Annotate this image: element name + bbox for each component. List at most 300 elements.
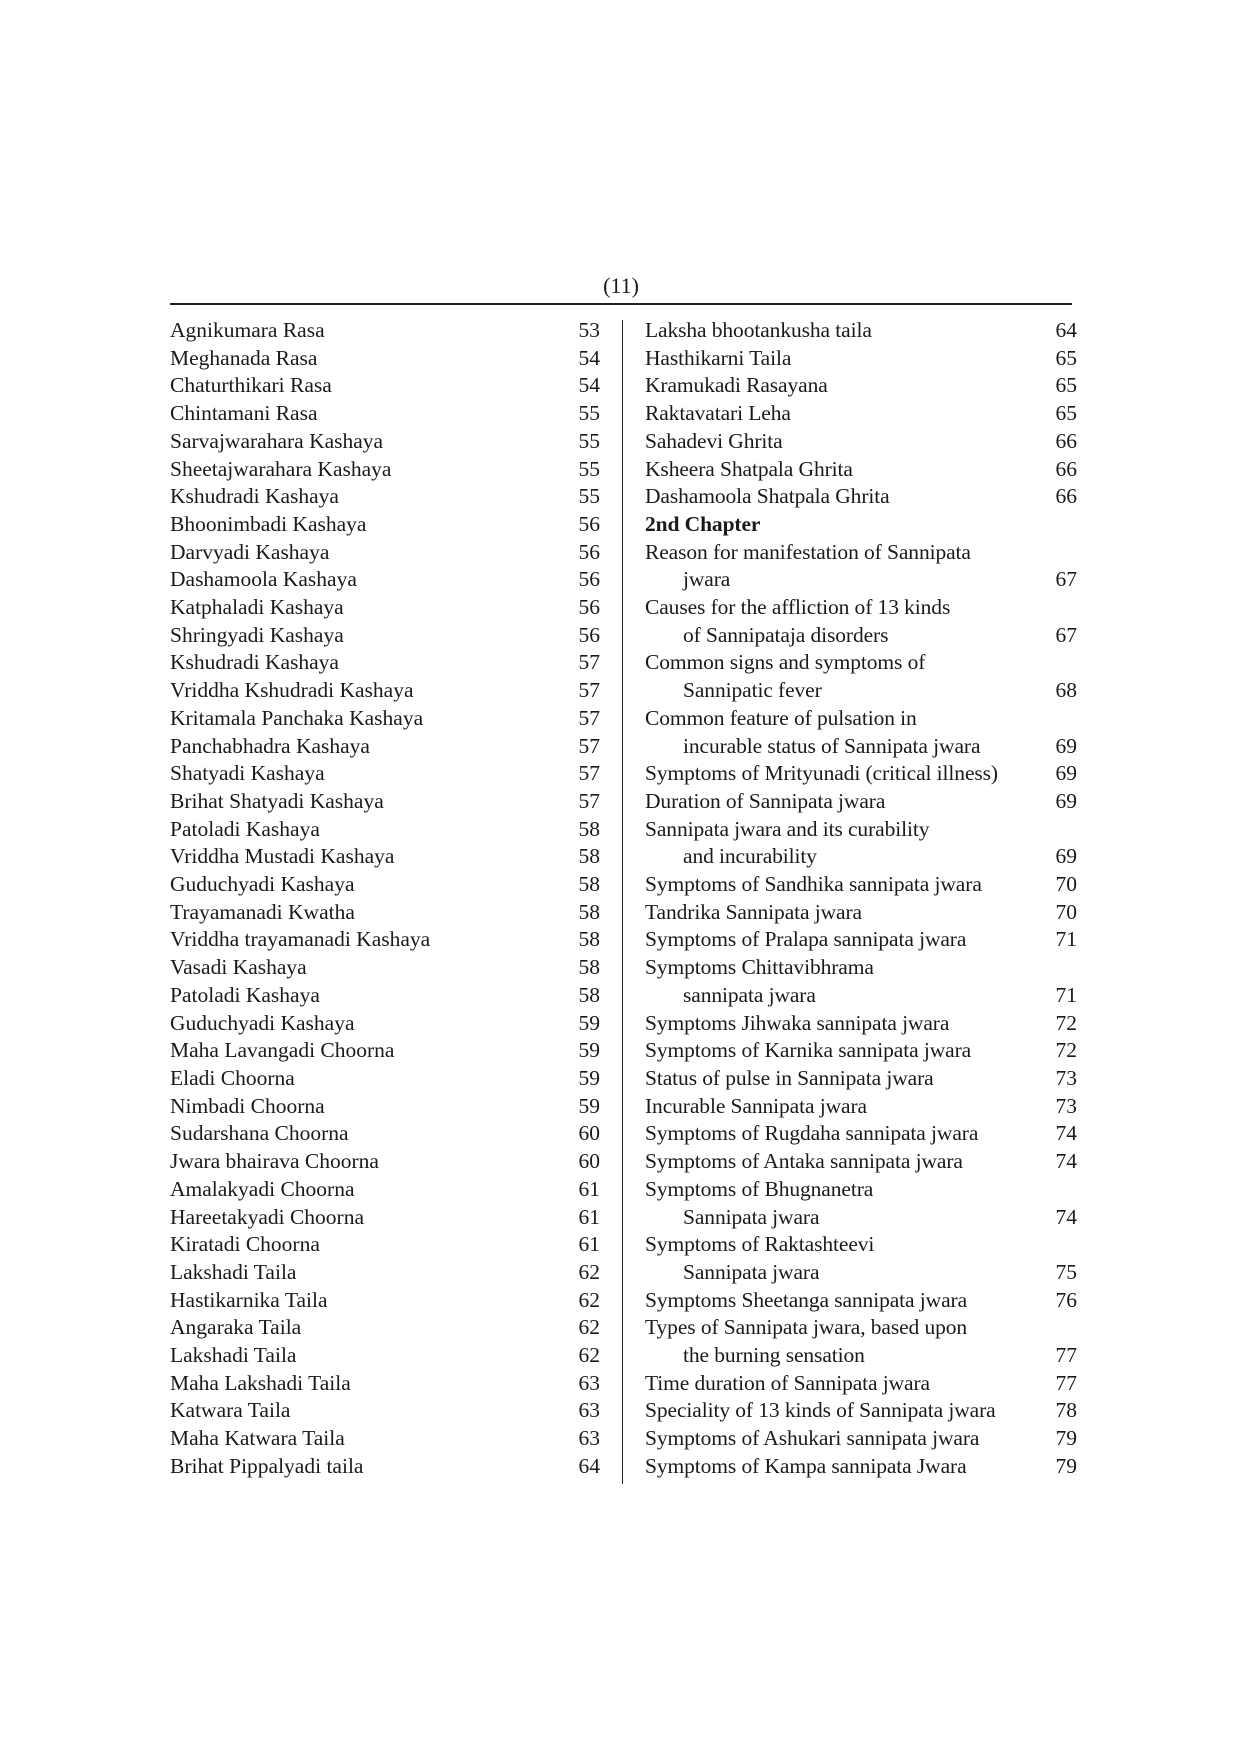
toc-entry-title-line: Symptoms Jihwaka sannipata jwara	[645, 1010, 950, 1035]
toc-entry-title	[645, 511, 1049, 539]
page-number-header: (11)	[603, 273, 639, 298]
toc-entry-page-number: 63	[578, 1398, 600, 1423]
toc-entry-page-number: 55	[578, 428, 600, 453]
toc-entry-title	[645, 1065, 1049, 1093]
toc-entry-page-number: 70	[1055, 872, 1077, 897]
toc-entry-title-line: Speciality of 13 kinds of Sannipata jwara	[645, 1398, 996, 1423]
toc-entry-title-line: 2nd Chapter	[645, 511, 761, 536]
toc-entry-page-number: 57	[578, 788, 600, 813]
toc-entry-page-number: 57	[578, 761, 600, 786]
toc-entry-title-line: Symptoms Chittavibhrama	[645, 955, 874, 980]
toc-entry-title	[170, 1425, 572, 1453]
toc-entry-title-line: Darvyadi Kashaya	[170, 539, 330, 564]
toc-entry-page-number: 65	[1055, 373, 1077, 398]
toc-entry-title-line: Meghanada Rasa	[170, 345, 318, 370]
toc-entry-page-number: 62	[578, 1343, 600, 1368]
toc-entry	[170, 1342, 600, 1370]
toc-entry-title	[170, 456, 572, 484]
toc-entry	[170, 372, 600, 400]
toc-entry-page-number: 66	[1055, 428, 1077, 453]
toc-entry-title-line: Kiratadi Choorna	[170, 1232, 320, 1257]
toc-entry-title	[170, 317, 572, 345]
toc-entry	[645, 456, 1077, 484]
toc-entry-page-number: 61	[578, 1232, 600, 1257]
toc-entry-title-line: Symptoms of Pralapa sannipata jwara	[645, 927, 967, 952]
toc-entry	[170, 1065, 600, 1093]
toc-entry-page-number: 77	[1055, 1343, 1077, 1368]
toc-entry-title	[645, 871, 1049, 899]
toc-entry-title-continuation: the burning sensation	[683, 1343, 865, 1368]
toc-entry-title	[170, 843, 572, 871]
toc-entry-page-number: 57	[578, 733, 600, 758]
toc-entry-title-line: Raktavatari Leha	[645, 401, 791, 426]
toc-entry-page-number: 57	[578, 650, 600, 675]
toc-entry-title-line: Symptoms of Bhugnanetra	[645, 1176, 874, 1201]
toc-entry-title	[170, 788, 572, 816]
toc-entry-page-number: 78	[1055, 1398, 1077, 1423]
toc-entry-title-line: Sahadevi Ghrita	[645, 428, 783, 453]
toc-entry	[645, 1093, 1077, 1121]
toc-entry-title-line: Kshudradi Kashaya	[170, 650, 339, 675]
toc-entry	[645, 954, 1077, 1009]
toc-entry	[170, 400, 600, 428]
toc-entry	[170, 871, 600, 899]
toc-entry-title	[170, 372, 572, 400]
toc-entry-title-line: Bhoonimbadi Kashaya	[170, 511, 367, 536]
toc-entry-title-line: Vriddha Mustadi Kashaya	[170, 844, 395, 869]
toc-entry	[645, 760, 1077, 788]
toc-right-column	[645, 317, 1077, 1481]
toc-entry-title	[170, 1065, 572, 1093]
toc-entry-page-number: 69	[1055, 761, 1077, 786]
toc-entry-title	[170, 1204, 572, 1232]
toc-entry-title-line: Symptoms of Ashukari sannipata jwara	[645, 1426, 980, 1451]
toc-entry-title	[170, 899, 572, 927]
toc-entry-title-line: Katphaladi Kashaya	[170, 595, 344, 620]
toc-entry-title-line: Common feature of pulsation in	[645, 705, 917, 730]
toc-entry	[170, 1259, 600, 1287]
toc-entry-page-number: 73	[1055, 1065, 1077, 1090]
toc-entry-title	[170, 871, 572, 899]
toc-entry-title	[170, 954, 572, 982]
toc-entry	[170, 649, 600, 677]
toc-entry-title-line: Types of Sannipata jwara, based upon	[645, 1315, 968, 1340]
toc-entry	[170, 1093, 600, 1121]
toc-entry-title-line: Shringyadi Kashaya	[170, 622, 344, 647]
toc-entry-page-number: 57	[578, 705, 600, 730]
toc-entry	[645, 317, 1077, 345]
toc-entry-title	[170, 1148, 572, 1176]
toc-entry	[170, 566, 600, 594]
toc-entry-title	[645, 760, 1049, 788]
toc-entry-title	[170, 649, 572, 677]
toc-entry-title-continuation: Sannipata jwara	[683, 1259, 820, 1284]
toc-entry-title-line: Symptoms of Antaka sannipata jwara	[645, 1149, 963, 1174]
toc-entry-title-line: Causes for the affliction of 13 kinds	[645, 595, 951, 620]
toc-entry-page-number: 56	[578, 567, 600, 592]
toc-entry-title-continuation: Sannipatic fever	[683, 678, 822, 703]
toc-entry-title-line: Lakshadi Taila	[170, 1259, 297, 1284]
toc-entry-page-number: 54	[578, 345, 600, 370]
toc-entry-title	[170, 483, 572, 511]
toc-entry-title-line: Symptoms of Raktashteevi	[645, 1232, 875, 1257]
toc-entry-title-line: Sudarshana Choorna	[170, 1121, 349, 1146]
toc-entry-title-line: Symptoms of Kampa sannipata Jwara	[645, 1453, 967, 1478]
toc-entry-title-line: Hasthikarni Taila	[645, 345, 792, 370]
toc-entry-title-line: Katwara Taila	[170, 1398, 291, 1423]
toc-entry	[170, 345, 600, 373]
toc-entry-title-line: Status of pulse in Sannipata jwara	[645, 1065, 934, 1090]
toc-entry-title	[170, 1093, 572, 1121]
toc-entry	[170, 483, 600, 511]
toc-entry-page-number: 67	[1055, 567, 1077, 592]
toc-entry-title-line: Maha Lavangadi Choorna	[170, 1038, 395, 1063]
toc-entry-title-continuation: jwara	[683, 567, 731, 592]
toc-entry-title	[170, 428, 572, 456]
toc-entry-page-number: 59	[578, 1038, 600, 1063]
toc-entry-title	[645, 1148, 1049, 1176]
toc-entry	[170, 428, 600, 456]
toc-entry	[170, 317, 600, 345]
toc-entry-page-number: 74	[1055, 1204, 1077, 1229]
toc-entry-page-number: 58	[578, 816, 600, 841]
toc-entry-page-number: 54	[578, 373, 600, 398]
toc-entry	[645, 594, 1077, 649]
toc-entry-title-line: Shatyadi Kashaya	[170, 761, 325, 786]
toc-entry	[645, 345, 1077, 373]
toc-entry-title	[170, 1010, 572, 1038]
toc-entry	[170, 456, 600, 484]
toc-entry-page-number: 59	[578, 1093, 600, 1118]
toc-entry-page-number: 72	[1055, 1038, 1077, 1063]
toc-entry	[645, 899, 1077, 927]
toc-entry-title-line: Ksheera Shatpala Ghrita	[645, 456, 853, 481]
toc-entry-title-line: Amalakyadi Choorna	[170, 1176, 355, 1201]
toc-entry	[170, 1120, 600, 1148]
toc-entry	[170, 816, 600, 844]
toc-entry	[645, 926, 1077, 954]
toc-entry-title	[170, 511, 572, 539]
toc-entry-title-line: Kramukadi Rasayana	[645, 373, 828, 398]
toc-entry-page-number: 59	[578, 1010, 600, 1035]
toc-entry-page-number: 66	[1055, 456, 1077, 481]
toc-entry-title-line: Jwara bhairava Choorna	[170, 1149, 379, 1174]
toc-entry-title-line: Brihat Shatyadi Kashaya	[170, 788, 384, 813]
toc-entry	[170, 1148, 600, 1176]
toc-entry-title-line: Symptoms of Sandhika sannipata jwara	[645, 872, 982, 897]
toc-entry	[170, 1037, 600, 1065]
toc-entry-title	[645, 1397, 1049, 1425]
toc-entry-title	[170, 1287, 572, 1315]
toc-entry-title-line: Duration of Sannipata jwara	[645, 788, 886, 813]
toc-left-column	[170, 317, 600, 1481]
toc-entry-title-continuation: sannipata jwara	[683, 982, 816, 1007]
toc-entry-title	[170, 1120, 572, 1148]
toc-entry	[645, 483, 1077, 511]
toc-entry-title	[170, 705, 572, 733]
toc-entry-title-line: Time duration of Sannipata jwara	[645, 1370, 931, 1395]
toc-entry	[170, 982, 600, 1010]
toc-entry-title-line: Vriddha trayamanadi Kashaya	[170, 927, 431, 952]
toc-entry-title-line: Incurable Sannipata jwara	[645, 1093, 867, 1118]
toc-entry	[170, 954, 600, 982]
toc-entry	[170, 511, 600, 539]
toc-entry-title	[645, 899, 1049, 927]
toc-entry-page-number: 63	[578, 1426, 600, 1451]
toc-entry-page-number: 56	[578, 539, 600, 564]
toc-entry-page-number: 67	[1055, 622, 1077, 647]
toc-entry-title	[170, 1397, 572, 1425]
toc-entry	[645, 1010, 1077, 1038]
toc-entry-page-number: 60	[578, 1149, 600, 1174]
toc-entry-title	[645, 1231, 1049, 1286]
toc-entry-page-number: 75	[1055, 1259, 1077, 1284]
toc-entry	[645, 1453, 1077, 1481]
toc-entry	[645, 428, 1077, 456]
toc-entry	[170, 733, 600, 761]
toc-entry-page-number: 59	[578, 1065, 600, 1090]
toc-entry-title-line: Trayamanadi Kwatha	[170, 899, 355, 924]
toc-entry-title	[645, 1425, 1049, 1453]
toc-entry-title	[645, 1037, 1049, 1065]
toc-entry-title-line: Agnikumara Rasa	[170, 318, 325, 342]
toc-entry-page-number: 53	[578, 318, 600, 342]
toc-entry-page-number: 60	[578, 1121, 600, 1146]
toc-entry-page-number: 69	[1055, 733, 1077, 758]
toc-entry-title-line: Chintamani Rasa	[170, 401, 318, 426]
toc-entry-page-number: 72	[1055, 1010, 1077, 1035]
toc-entry-title	[645, 816, 1049, 871]
toc-entry-title	[645, 456, 1049, 484]
toc-entry	[645, 649, 1077, 704]
toc-entry-page-number: 58	[578, 872, 600, 897]
toc-entry	[645, 1120, 1077, 1148]
toc-entry-page-number: 66	[1055, 484, 1077, 509]
toc-entry	[170, 705, 600, 733]
toc-entry-title	[170, 566, 572, 594]
toc-entry	[170, 1287, 600, 1315]
toc-entry	[170, 1453, 600, 1481]
toc-entry-title	[645, 400, 1049, 428]
toc-entry-page-number: 62	[578, 1259, 600, 1284]
toc-entry-page-number: 58	[578, 982, 600, 1007]
toc-entry-title-line: Hareetakyadi Choorna	[170, 1204, 365, 1229]
toc-entry-title-line: Dashamoola Kashaya	[170, 567, 357, 592]
toc-entry-title	[170, 594, 572, 622]
toc-entry-title	[645, 539, 1049, 594]
toc-entry-title	[170, 1231, 572, 1259]
toc-entry	[645, 539, 1077, 594]
toc-entry-title	[645, 788, 1049, 816]
toc-entry-title-line: Patoladi Kashaya	[170, 982, 320, 1007]
toc-entry-title	[170, 1453, 572, 1481]
toc-entry-page-number: 74	[1055, 1121, 1077, 1146]
toc-entry-title	[170, 677, 572, 705]
toc-entry-title	[170, 345, 572, 373]
toc-entry-title-continuation: and incurability	[683, 844, 817, 869]
toc-entry-title-line: Brihat Pippalyadi taila	[170, 1453, 364, 1478]
toc-entry-title	[645, 428, 1049, 456]
header-rule	[170, 303, 1072, 305]
toc-entry-page-number: 63	[578, 1370, 600, 1395]
toc-entry-title	[170, 1370, 572, 1398]
toc-entry-title-line: Symptoms of Mrityunadi (critical illness)	[645, 761, 998, 786]
toc-entry-title-line: Symptoms of Karnika sannipata jwara	[645, 1038, 972, 1063]
toc-entry-page-number: 64	[1055, 318, 1077, 342]
toc-entry-title-continuation: of Sannipataja disorders	[683, 622, 889, 647]
toc-entry	[645, 400, 1077, 428]
toc-entry	[170, 1370, 600, 1398]
toc-entry-title	[170, 926, 572, 954]
toc-entry-title-line: Dashamoola Shatpala Ghrita	[645, 484, 890, 509]
toc-entry-title	[170, 622, 572, 650]
toc-entry-title	[645, 1453, 1049, 1481]
toc-entry-title-line: Tandrika Sannipata jwara	[645, 899, 862, 924]
toc-entry-title	[170, 1314, 572, 1342]
toc-entry-title	[645, 317, 1049, 345]
toc-entry	[170, 1231, 600, 1259]
toc-entry-page-number: 61	[578, 1204, 600, 1229]
toc-entry-title	[645, 1314, 1049, 1369]
toc-entry	[645, 372, 1077, 400]
toc-entry-title-line: Reason for manifestation of Sannipata	[645, 539, 971, 564]
toc-entry-title-line: Panchabhadra Kashaya	[170, 733, 370, 758]
toc-entry	[645, 1176, 1077, 1231]
toc-entry-page-number: 57	[578, 678, 600, 703]
toc-entry	[645, 705, 1077, 760]
toc-entry-title	[645, 1093, 1049, 1121]
toc-entry	[645, 816, 1077, 871]
column-divider	[622, 320, 623, 1484]
toc-entry-title	[645, 1370, 1049, 1398]
toc-entry-title	[645, 705, 1049, 760]
toc-entry-title-line: Laksha bhootankusha taila	[645, 318, 872, 342]
toc-entry	[645, 1287, 1077, 1315]
toc-entry	[170, 1425, 600, 1453]
toc-entry	[170, 926, 600, 954]
toc-entry-title	[645, 372, 1049, 400]
chapter-heading	[645, 511, 1077, 539]
toc-entry-title-line: Vasadi Kashaya	[170, 955, 307, 980]
toc-entry-title-line: Sannipata jwara and its curability	[645, 816, 930, 841]
toc-entry-title-line: Sarvajwarahara Kashaya	[170, 428, 384, 453]
toc-entry	[170, 788, 600, 816]
toc-entry	[170, 760, 600, 788]
toc-entry-page-number: 76	[1055, 1287, 1077, 1312]
toc-entry-page-number: 56	[578, 511, 600, 536]
toc-entry-title	[645, 954, 1049, 1009]
toc-entry-page-number: 79	[1055, 1426, 1077, 1451]
toc-entry-title	[170, 816, 572, 844]
toc-entry-page-number: 77	[1055, 1370, 1077, 1395]
toc-entry-title	[645, 483, 1049, 511]
toc-entry	[645, 1370, 1077, 1398]
toc-entry-title-line: Eladi Choorna	[170, 1065, 295, 1090]
toc-entry-title	[170, 1037, 572, 1065]
toc-entry	[170, 622, 600, 650]
toc-entry-page-number: 62	[578, 1315, 600, 1340]
toc-entry-page-number: 62	[578, 1287, 600, 1312]
toc-entry-page-number: 55	[578, 484, 600, 509]
toc-entry-title-line: Common signs and symptoms of	[645, 650, 926, 675]
toc-entry-page-number: 70	[1055, 899, 1077, 924]
toc-entry	[645, 1425, 1077, 1453]
toc-entry-page-number: 55	[578, 456, 600, 481]
toc-entry-page-number: 69	[1055, 844, 1077, 869]
toc-entry-title-line: Kritamala Panchaka Kashaya	[170, 705, 424, 730]
toc-entry-title-line: Maha Lakshadi Taila	[170, 1370, 351, 1395]
toc-entry	[170, 594, 600, 622]
toc-entry-title	[170, 1259, 572, 1287]
toc-entry-title-continuation: incurable status of Sannipata jwara	[683, 733, 981, 758]
toc-entry-title	[170, 982, 572, 1010]
toc-entry-page-number: 71	[1055, 927, 1077, 952]
toc-entry-title	[170, 539, 572, 567]
toc-entry-title-line: Maha Katwara Taila	[170, 1426, 345, 1451]
toc-entry	[170, 1176, 600, 1204]
toc-entry-page-number: 69	[1055, 788, 1077, 813]
toc-entry	[645, 1148, 1077, 1176]
toc-entry-title	[645, 926, 1049, 954]
toc-entry-title-line: Kshudradi Kashaya	[170, 484, 339, 509]
toc-entry-title	[645, 1010, 1049, 1038]
toc-entry-page-number: 58	[578, 899, 600, 924]
toc-entry-page-number: 74	[1055, 1149, 1077, 1174]
toc-entry-page-number: 58	[578, 955, 600, 980]
toc-entry-title-line: Patoladi Kashaya	[170, 816, 320, 841]
toc-entry-page-number: 58	[578, 927, 600, 952]
toc-entry	[170, 677, 600, 705]
toc-entry	[170, 1314, 600, 1342]
toc-entry	[170, 899, 600, 927]
toc-entry-page-number: 58	[578, 844, 600, 869]
toc-entry-title-line: Nimbadi Choorna	[170, 1093, 325, 1118]
toc-entry	[170, 539, 600, 567]
toc-entry-page-number: 68	[1055, 678, 1077, 703]
toc-entry	[645, 1037, 1077, 1065]
toc-entry-page-number: 65	[1055, 345, 1077, 370]
toc-entry	[645, 1065, 1077, 1093]
toc-entry-page-number: 73	[1055, 1093, 1077, 1118]
toc-entry-title-line: Sheetajwarahara Kashaya	[170, 456, 392, 481]
toc-entry-page-number: 79	[1055, 1453, 1077, 1478]
toc-entry-page-number: 56	[578, 622, 600, 647]
toc-entry-title	[645, 345, 1049, 373]
toc-entry-title	[645, 1176, 1049, 1231]
toc-entry-page-number: 61	[578, 1176, 600, 1201]
toc-entry-title	[170, 1342, 572, 1370]
toc-entry	[645, 1231, 1077, 1286]
toc-entry-title	[170, 760, 572, 788]
toc-entry-title-line: Lakshadi Taila	[170, 1343, 297, 1368]
toc-entry-title	[645, 649, 1049, 704]
toc-entry	[170, 1204, 600, 1232]
toc-entry-title-line: Vriddha Kshudradi Kashaya	[170, 678, 414, 703]
toc-entry-page-number: 64	[578, 1453, 600, 1478]
toc-entry-page-number: 71	[1055, 982, 1077, 1007]
toc-entry-title-continuation: Sannipata jwara	[683, 1204, 820, 1229]
toc-entry-title-line: Guduchyadi Kashaya	[170, 872, 355, 897]
toc-entry-title-line: Angaraka Taila	[170, 1315, 302, 1340]
toc-entry-page-number: 65	[1055, 401, 1077, 426]
toc-entry	[645, 788, 1077, 816]
toc-entry-title	[645, 1120, 1049, 1148]
toc-entry-title-line: Symptoms Sheetanga sannipata jwara	[645, 1287, 968, 1312]
toc-entry-title	[645, 594, 1049, 649]
toc-entry-title-line: Symptoms of Rugdaha sannipata jwara	[645, 1121, 979, 1146]
toc-entry-title-line: Guduchyadi Kashaya	[170, 1010, 355, 1035]
toc-entry-title	[170, 400, 572, 428]
